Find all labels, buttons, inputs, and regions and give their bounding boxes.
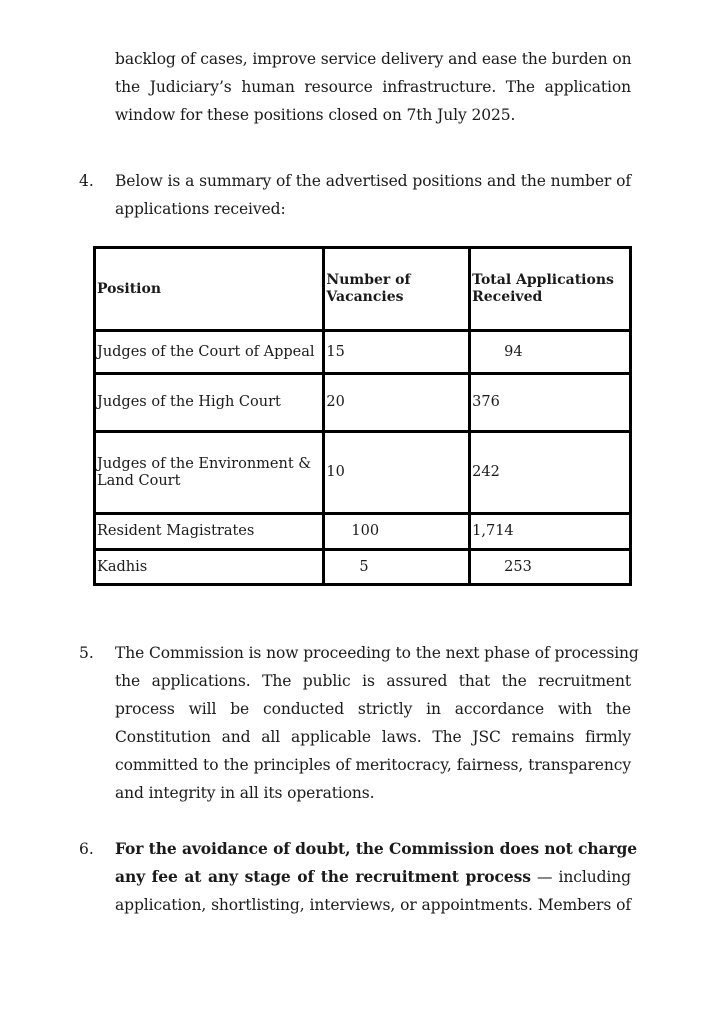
text-line: process will be conducted strictly in accordance with the <box>115 700 631 718</box>
paragraph-3-continued <box>115 45 631 129</box>
text-line: Below is a summary of the advertised positions and the number of <box>115 172 631 190</box>
header-text: Number of <box>326 272 411 288</box>
paragraph-6-number: 6. <box>79 840 94 858</box>
text-line <box>115 835 638 863</box>
table-header-row <box>95 248 631 331</box>
table-row <box>95 550 631 585</box>
cell-applications: 376 <box>470 374 631 432</box>
header-text: Vacancies <box>326 289 404 305</box>
text-line: Constitution and all applicable laws. The JSC remains firmly <box>115 728 631 746</box>
table-row <box>95 374 631 432</box>
header-position <box>95 248 324 331</box>
positions-summary-table <box>93 246 632 586</box>
cell-applications: 242 <box>470 432 631 514</box>
text-line: backlog of cases, improve service delivery and ease the burden on <box>115 50 632 68</box>
cell-vacancies: 5 <box>324 550 470 585</box>
header-vacancies <box>324 248 470 331</box>
cell-vacancies: 100 <box>324 514 470 550</box>
cell-text: Land Court <box>97 472 181 489</box>
table-row <box>95 514 631 550</box>
header-text: Position <box>97 280 161 297</box>
table-row <box>95 331 631 374</box>
text-line: window for these positions closed on 7th July 2025. <box>115 106 516 124</box>
cell-applications: 253 <box>470 550 631 585</box>
table-row <box>95 432 631 514</box>
cell-vacancies: 10 <box>324 432 470 514</box>
cell-vacancies: 15 <box>324 331 470 374</box>
paragraph-6 <box>115 835 638 919</box>
header-text: Received <box>472 289 543 305</box>
bold-text: For the avoidance of doubt, the Commission does not charge <box>115 839 638 858</box>
header-text: Total Applications <box>472 272 614 288</box>
text-line <box>115 863 631 891</box>
text-line: and integrity in all its operations. <box>115 784 375 802</box>
text-line: the applications. The public is assured that the recruitment <box>115 672 631 690</box>
cell-position: Kadhis <box>95 550 324 585</box>
cell-vacancies: 20 <box>324 374 470 432</box>
text-line: committed to the principles of meritocracy, fairness, transparency <box>115 756 631 774</box>
cell-applications: 94 <box>470 331 631 374</box>
text-line: The Commission is now proceeding to the next phase of processing <box>115 644 639 662</box>
paragraph-5-number: 5. <box>79 644 94 662</box>
text-line: applications received: <box>115 200 286 218</box>
regular-text: — including <box>530 868 631 886</box>
cell-position: Resident Magistrates <box>95 514 324 550</box>
paragraph-4-number: 4. <box>79 172 94 190</box>
header-applications <box>470 248 631 331</box>
text-line: application, shortlisting, interviews, or appointments. Members of <box>115 896 631 914</box>
cell-applications: 1,714 <box>470 514 631 550</box>
paragraph-5 <box>115 639 639 807</box>
bold-text: any fee at any stage of the recruitment process <box>115 867 531 886</box>
cell-position: Judges of the Court of Appeal <box>95 331 324 374</box>
text-line: the Judiciary’s human resource infrastructure. The application <box>115 78 631 96</box>
cell-position <box>95 432 324 514</box>
paragraph-4 <box>115 167 631 223</box>
cell-position: Judges of the High Court <box>95 374 324 432</box>
cell-text: Judges of the Environment & <box>97 455 312 472</box>
